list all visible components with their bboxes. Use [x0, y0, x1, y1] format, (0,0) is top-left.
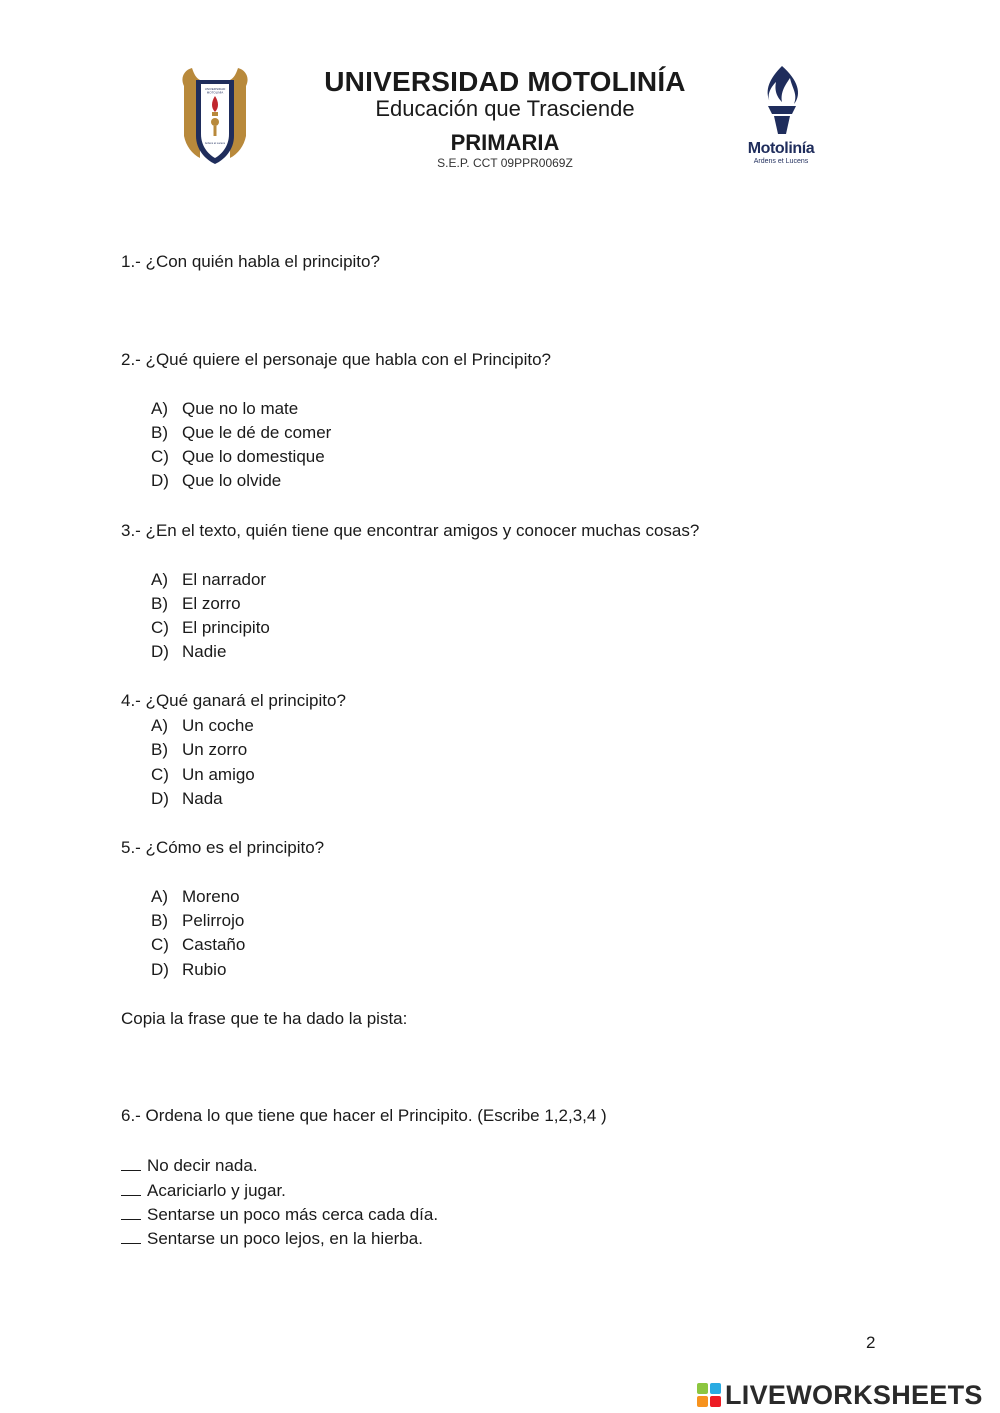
order-blank[interactable] [121, 1204, 141, 1220]
option-text: El narrador [182, 570, 267, 589]
crest-text-2: MOTOLINÍA [206, 90, 224, 95]
question-3: 3.- ¿En el texto, quién tiene que encontrar amigos y conocer muchas cosas? [121, 521, 700, 540]
question-2: 2.- ¿Qué quiere el personaje que habla con el Principito? [121, 350, 551, 369]
school-level: PRIMARIA [450, 130, 560, 155]
option-text: Castaño [182, 935, 246, 954]
option-letter: C) [151, 935, 169, 954]
option-text: Un amigo [182, 765, 255, 784]
option-letter: B) [151, 740, 168, 759]
q6-item-3[interactable] [121, 1204, 438, 1225]
q5-option-b[interactable] [151, 911, 244, 931]
q3-option-a[interactable] [151, 570, 266, 590]
option-text: Rubio [182, 960, 227, 979]
option-letter: C) [151, 618, 169, 637]
q4-option-d[interactable] [151, 789, 223, 809]
option-text: Moreno [182, 887, 240, 906]
q4-option-c[interactable] [151, 765, 255, 785]
option-text: Que lo domestique [182, 447, 325, 466]
option-letter: B) [151, 911, 168, 930]
option-text: Un zorro [182, 740, 248, 759]
option-text: Un coche [182, 716, 254, 735]
option-letter: A) [151, 887, 168, 906]
order-blank[interactable] [121, 1180, 141, 1196]
q4-option-a[interactable] [151, 716, 254, 736]
liveworksheets-watermark [697, 1379, 983, 1411]
q5-option-d[interactable] [151, 960, 226, 980]
option-text: El principito [182, 618, 270, 637]
option-text: Nada [182, 789, 223, 808]
option-text: Que le dé de comer [182, 423, 332, 442]
option-text: Que lo olvide [182, 471, 282, 490]
option-letter: D) [151, 471, 169, 490]
order-blank[interactable] [121, 1155, 141, 1171]
option-letter: A) [151, 399, 168, 418]
option-text: El zorro [182, 594, 241, 613]
q2-option-b[interactable] [151, 423, 331, 443]
crest-motto: Ardens et Lucens [204, 142, 226, 145]
crest-text-1: UNIVERSIDAD [204, 87, 226, 91]
question-4: 4.- ¿Qué ganará el principito? [121, 691, 346, 710]
option-letter: C) [151, 447, 169, 466]
university-name: UNIVERSIDAD MOTOLINÍA [324, 66, 686, 97]
q6-item-text: Sentarse un poco lejos, en la hierba. [147, 1229, 423, 1248]
option-letter: A) [151, 570, 168, 589]
option-letter: D) [151, 960, 169, 979]
q6-item-2[interactable] [121, 1180, 286, 1201]
liveworksheets-icon [697, 1383, 721, 1407]
q5-option-c[interactable] [151, 935, 245, 955]
question-6: 6.- Ordena lo que tiene que hacer el Principito. (Escribe 1,2,3,4 ) [121, 1106, 607, 1125]
q6-item-4[interactable] [121, 1228, 423, 1249]
q6-item-1[interactable] [121, 1155, 258, 1176]
q4-option-b[interactable] [151, 740, 247, 760]
q6-item-text: Sentarse un poco más cerca cada día. [147, 1205, 439, 1224]
option-letter: B) [151, 594, 168, 613]
copy-phrase-prompt: Copia la frase que te ha dado la pista: [121, 1009, 408, 1028]
option-letter: C) [151, 765, 169, 784]
university-slogan: Educación que Trasciende [375, 96, 635, 121]
motolinia-logo-name: Motolinía [747, 140, 815, 157]
order-blank[interactable] [121, 1228, 141, 1244]
q6-item-text: No decir nada. [147, 1156, 258, 1175]
q2-option-a[interactable] [151, 399, 298, 419]
option-letter: B) [151, 423, 168, 442]
page-number: 2 [866, 1333, 876, 1352]
sep-cct-code: S.E.P. CCT 09PPR0069Z [437, 156, 573, 170]
option-text: Nadie [182, 642, 227, 661]
option-letter: D) [151, 789, 169, 808]
q5-option-a[interactable] [151, 887, 240, 907]
question-1: 1.- ¿Con quién habla el principito? [121, 252, 380, 271]
option-letter: A) [151, 716, 168, 735]
q3-option-d[interactable] [151, 642, 226, 662]
option-letter: D) [151, 642, 169, 661]
q2-option-d[interactable] [151, 471, 281, 491]
motolinia-logo-motto: Ardens et Lucens [753, 158, 809, 165]
q2-option-c[interactable] [151, 447, 325, 467]
q3-option-b[interactable] [151, 594, 241, 614]
q6-item-text: Acariciarlo y jugar. [147, 1181, 286, 1200]
option-text: Pelirrojo [182, 911, 245, 930]
q3-option-c[interactable] [151, 618, 270, 638]
question-5: 5.- ¿Cómo es el principito? [121, 838, 325, 857]
option-text: Que no lo mate [182, 399, 299, 418]
watermark-text: LIVEWORKSHEETS [725, 1379, 983, 1410]
